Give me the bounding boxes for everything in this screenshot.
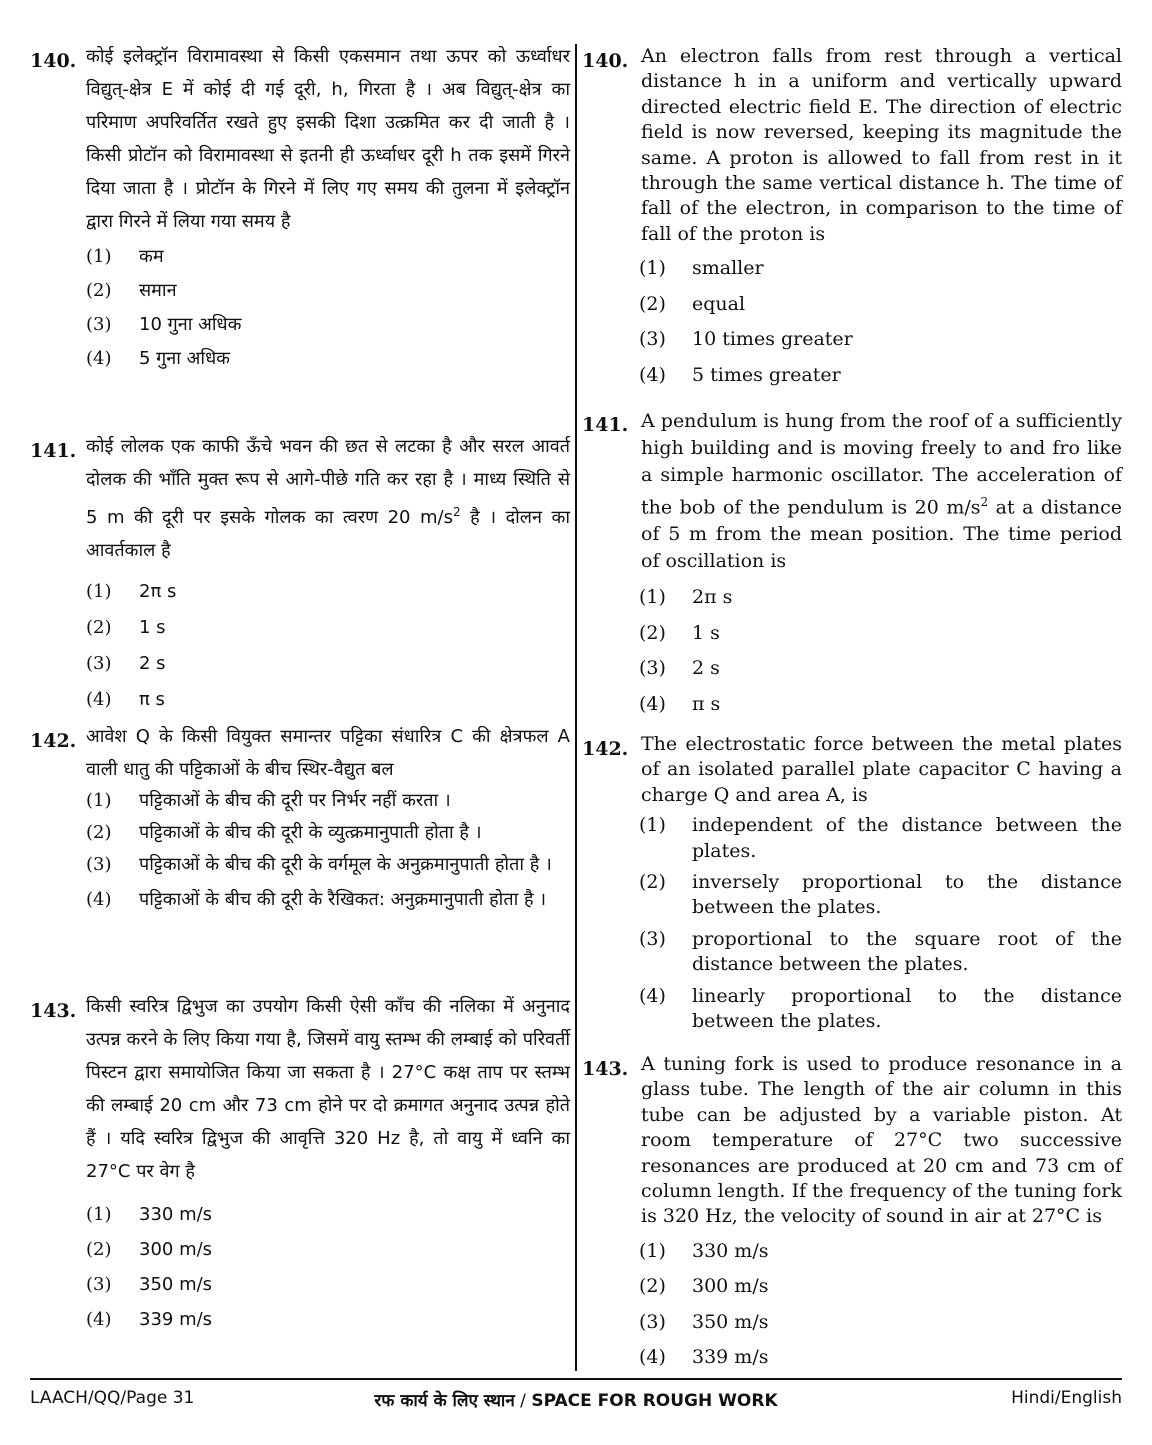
option-text: 1 s [692, 621, 720, 644]
column-divider [575, 44, 577, 1371]
option-number: (2) [639, 1275, 666, 1298]
option-text: पट्टिकाओं के बीच की दूरी के रैखिकत: अनुक्रमानुपाती होता है । [139, 889, 547, 910]
option-text: 300 m/s [139, 1239, 213, 1260]
option-3 [86, 310, 570, 344]
option-text: 2 s [692, 657, 720, 680]
options-list [582, 1239, 1122, 1381]
question-stem: कोई इलेक्ट्रॉन विरामावस्था से किसी एकसमान तथा ऊपर को ऊर्ध्वाधर विद्युत्-क्षेत्र E में कोई दी गई दूरी, h, गिरता है । अब विद्युत्-क्षेत्र का परिमाण अपरिवर्तित रखते हुए इसकी दिशा उत्क्रमित कर दी जाती है । किसी प्रोटॉन को विरामावस्था से इतनी ही ऊर्ध्वाधर दूरी h तक इसमें गिरने दिया जाता है । प्रोटॉन के गिरने में लिए गए समय की तुलना में इलेक्ट्रॉन द्वारा गिरने में लिया गया समय है [86, 46, 570, 232]
option-number: (4) [86, 1309, 112, 1330]
option-number: (2) [86, 822, 112, 843]
option-3 [639, 656, 1122, 692]
option-text: 5 गुना अधिक [139, 348, 230, 369]
option-text: 5 times greater [692, 363, 841, 386]
option-3 [639, 927, 1122, 978]
footer-rule [30, 1378, 1122, 1380]
option-number: (4) [86, 348, 112, 369]
option-1 [639, 1239, 1122, 1275]
question-stem: कोई लोलक एक काफी ऊँचे भवन की छत से लटका है और सरल आवर्त दोलक की भाँति मुक्त रूप से आगे-पीछे गति कर रहा है । माध्य स्थिति से 5 m की दूरी पर इसके गोलक का त्वरण 20 $m/s^2$ है । दोलन का आवर्तकाल है [86, 436, 570, 561]
option-3 [86, 649, 570, 685]
question-141-hindi [30, 430, 570, 721]
rough-work-hindi: रफ कार्य के लिए स्थान [374, 1391, 515, 1411]
question-stem: A tuning fork is used to produce resonance in a glass tube. The length of the air column in this tube can be adjusted by a variable piston. At room temperature of 27°C two successive resonances are produced at 20 cm and 73 cm of column length. If the frequency of the tuning fork is 320 Hz, the velocity of sound in air at 27°C is [641, 1053, 1122, 1228]
option-4 [639, 1345, 1122, 1381]
question-143-english [582, 1052, 1122, 1381]
rough-work-separator: / [514, 1391, 532, 1411]
option-1 [639, 585, 1122, 621]
option-text: inversely proportional to the distance between the plates. [692, 871, 1122, 919]
option-text: 339 m/s [139, 1309, 213, 1330]
option-number: (4) [639, 1346, 666, 1369]
options-list [30, 242, 570, 378]
option-number: (2) [86, 280, 112, 301]
option-number: (1) [86, 1204, 112, 1225]
option-text: कम [139, 246, 164, 267]
option-2 [86, 276, 570, 310]
option-number: (4) [639, 692, 666, 715]
option-number: (3) [639, 328, 666, 351]
option-text: 339 m/s [692, 1346, 769, 1369]
option-text: 350 m/s [692, 1310, 769, 1333]
question-stem: A pendulum is hung from the roof of a sufficiently high building and is moving freely to and fro like a simple harmonic oscillator. The acceleration of the bob of the pendulum is 20 $m/s^2$ at a distance of 5 m from the mean position. The time period of oscillation is [641, 410, 1122, 573]
options-list [582, 585, 1122, 727]
option-number: (2) [86, 617, 112, 638]
superscript: 2 [453, 505, 461, 519]
option-4 [86, 1305, 570, 1340]
option-3 [639, 327, 1122, 363]
option-1 [86, 786, 570, 818]
option-1 [86, 242, 570, 276]
question-140-english [582, 44, 1122, 398]
superscript: 2 [980, 495, 989, 509]
option-number: (1) [86, 581, 112, 602]
option-number: (3) [86, 314, 112, 335]
option-4 [639, 692, 1122, 728]
option-number: (4) [86, 689, 112, 710]
options-list [582, 256, 1122, 398]
option-text: linearly proportional to the distance between the plates. [692, 984, 1122, 1033]
question-number: 141. [582, 414, 629, 436]
question-143-hindi [30, 990, 570, 1340]
option-text: π s [139, 689, 165, 710]
question-stem: An electron falls from rest through a vertical distance h in a uniform and vertically upward directed electric field E. The direction of electric field is now reversed, keeping its magnitude the same. A proton is allowed to fall from rest in it through the same vertical distance h. The time of fall of the electron, in comparison to the time of fall of the proton is [641, 45, 1122, 245]
option-text: समान [139, 280, 177, 301]
option-2 [86, 613, 570, 649]
option-4 [86, 885, 570, 917]
option-number: (4) [86, 889, 112, 910]
option-number: (1) [86, 246, 112, 267]
option-text: 350 m/s [139, 1274, 213, 1295]
question-142-english [582, 732, 1122, 1034]
question-141-english [582, 408, 1122, 727]
option-number: (1) [639, 814, 666, 837]
option-3 [86, 1270, 570, 1305]
question-number: 140. [582, 50, 629, 72]
options-list [582, 813, 1122, 1034]
option-2 [639, 292, 1122, 328]
question-number: 141. [30, 440, 77, 462]
question-stem: किसी स्वरित्र द्विभुज का उपयोग किसी ऐसी काँच की नलिका में अनुनाद उत्पन्न करने के लिए किया गया है, जिसमें वायु स्तम्भ की लम्बाई को परिवर्ती पिस्टन द्वारा समायोजित किया जा सकता है । 27°C कक्ष ताप पर स्तम्भ की लम्बाई 20 cm और 73 cm होने पर दो क्रमागत अनुनाद उत्पन्न होते हैं । यदि स्वरित्र द्विभुज की आवृत्ति 320 Hz है, तो वायु में ध्वनि का 27°C पर वेग है [86, 996, 570, 1182]
option-4 [86, 344, 570, 378]
options-list [30, 577, 570, 721]
question-stem: आवेश Q के किसी वियुक्त समान्तर पट्टिका संधारित्र C की क्षेत्रफल A वाली धातु की पट्टिकाओं के बीच स्थिर-वैद्युत बल [86, 726, 570, 780]
option-text: पट्टिकाओं के बीच की दूरी के वर्गमूल के अनुक्रमानुपाती होता है । [139, 854, 552, 875]
option-2 [86, 1235, 570, 1270]
option-3 [639, 1310, 1122, 1346]
option-text: 2π s [139, 581, 177, 602]
question-number: 142. [30, 730, 77, 752]
option-text: π s [692, 692, 721, 715]
option-2 [639, 870, 1122, 921]
option-text: 330 m/s [139, 1204, 213, 1225]
option-text: independent of the distance between the plates. [692, 814, 1122, 862]
option-number: (3) [639, 657, 666, 680]
option-number: (2) [86, 1239, 112, 1260]
option-2 [86, 818, 570, 850]
option-number: (2) [639, 871, 666, 894]
page-footer [30, 1388, 1122, 1414]
option-1 [86, 1200, 570, 1235]
option-1 [639, 256, 1122, 292]
option-number: (1) [639, 257, 666, 280]
option-number: (1) [639, 1239, 666, 1262]
question-number: 140. [30, 50, 77, 72]
rough-work-label [30, 1388, 1122, 1411]
option-number: (1) [86, 790, 112, 811]
option-number: (3) [86, 854, 112, 875]
option-text: 1 s [139, 617, 166, 638]
option-number: (4) [639, 984, 666, 1007]
option-4 [639, 984, 1122, 1035]
option-number: (2) [639, 621, 666, 644]
question-number: 143. [582, 1058, 629, 1080]
option-text: 2 s [139, 653, 166, 674]
question-number: 143. [30, 1000, 77, 1022]
language-label: Hindi/English [1011, 1388, 1122, 1408]
option-text: 2π s [692, 586, 733, 609]
option-4 [86, 685, 570, 721]
option-text: पट्टिकाओं के बीच की दूरी के व्युत्क्रमानुपाती होता है । [139, 822, 482, 843]
option-number: (3) [639, 927, 666, 950]
option-text: equal [692, 292, 746, 315]
page-code: LAACH/QQ/Page 31 [30, 1388, 195, 1408]
option-number: (4) [639, 363, 666, 386]
option-text: पट्टिकाओं के बीच की दूरी पर निर्भर नहीं करता । [139, 790, 451, 811]
option-number: (3) [639, 1310, 666, 1333]
option-number: (2) [639, 292, 666, 315]
option-text: smaller [692, 257, 764, 280]
option-2 [639, 1274, 1122, 1310]
option-text: proportional to the square root of the distance between the plates. [692, 927, 1122, 976]
question-number: 142. [582, 738, 629, 760]
options-list [30, 786, 570, 917]
question-140-hindi [30, 40, 570, 378]
options-list [30, 1200, 570, 1340]
option-number: (3) [86, 1274, 112, 1295]
option-text: 330 m/s [692, 1239, 769, 1262]
option-4 [639, 363, 1122, 399]
option-text: 10 गुना अधिक [139, 314, 242, 335]
option-1 [639, 813, 1122, 864]
question-142-hindi [30, 720, 570, 917]
option-text: 300 m/s [692, 1275, 769, 1298]
option-3 [86, 850, 570, 882]
question-stem: The electrostatic force between the metal plates of an isolated parallel plate capacitor C having a charge Q and area A, is [641, 733, 1122, 806]
option-2 [639, 621, 1122, 657]
option-1 [86, 577, 570, 613]
option-number: (3) [86, 653, 112, 674]
option-number: (1) [639, 586, 666, 609]
option-text: 10 times greater [692, 328, 853, 351]
rough-work-english: SPACE FOR ROUGH WORK [531, 1391, 778, 1411]
